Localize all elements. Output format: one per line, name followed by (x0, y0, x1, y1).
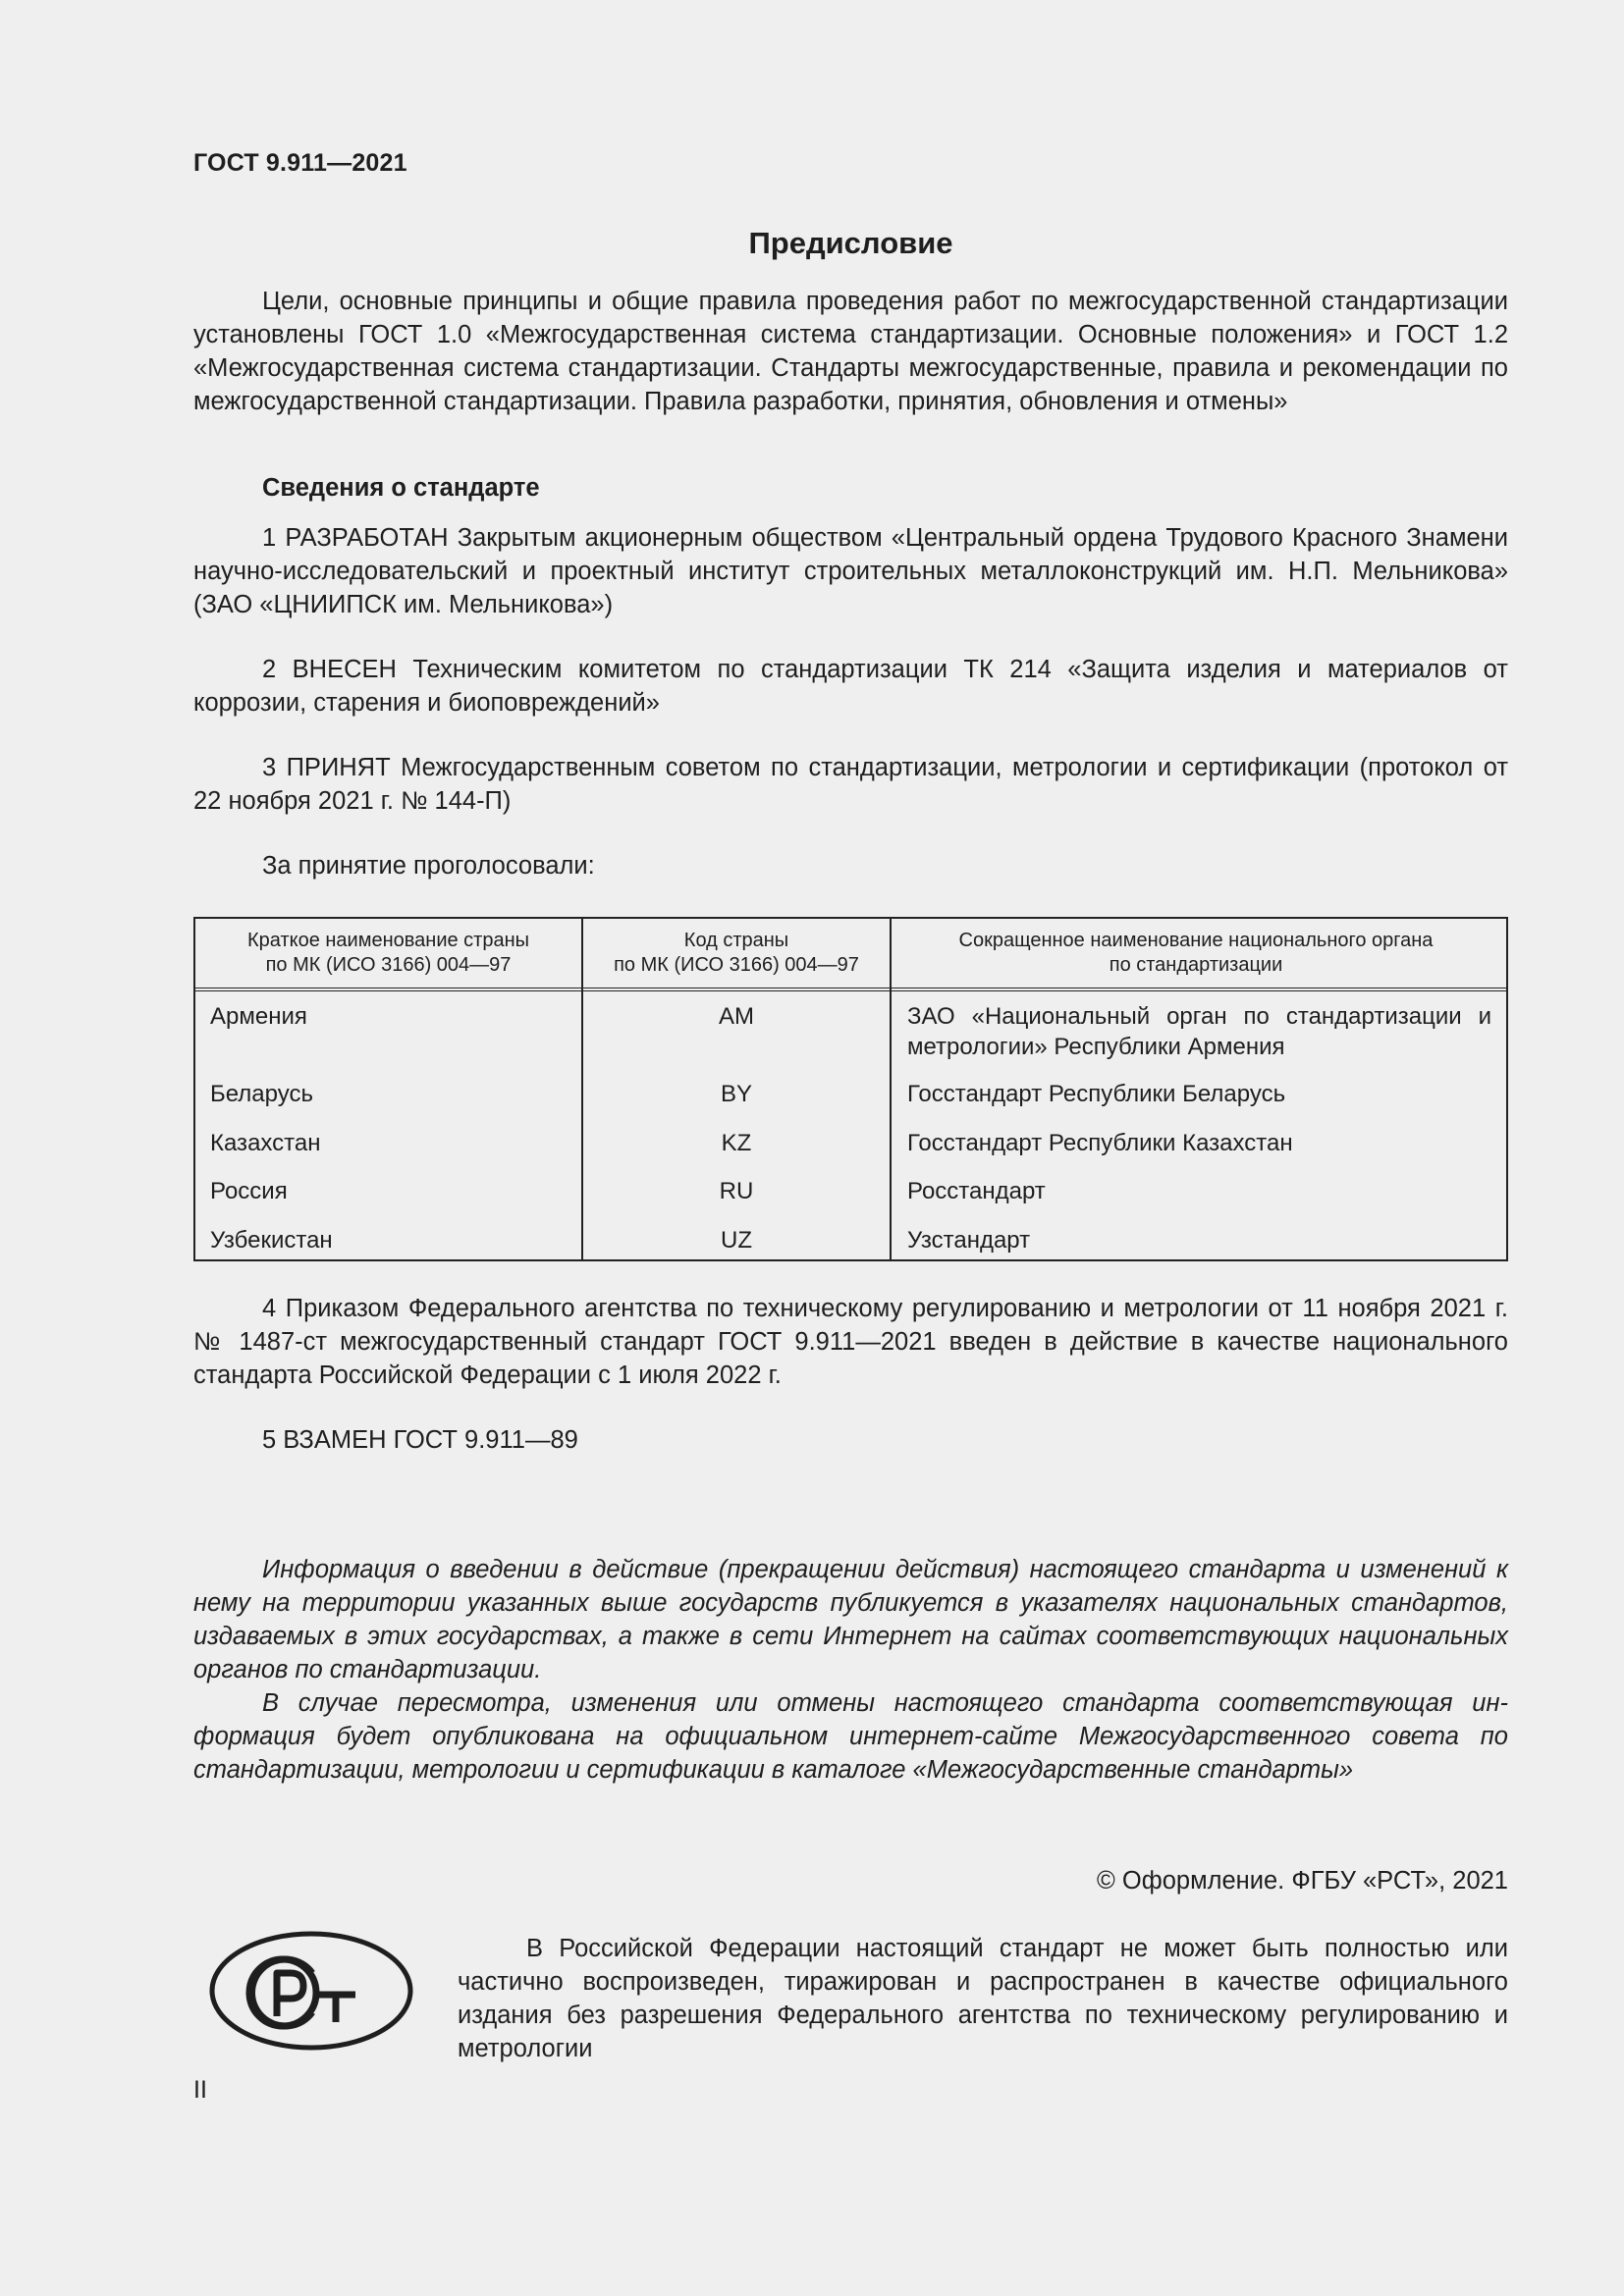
page-title: Предисловие (748, 226, 953, 260)
item-4-paragraph: 4 Приказом Федерального агентства по техническому регулированию и метрологии от 11 ноября 2021 г. № 1487-ст межгосударственный стандарт ГОСТ 9.911—2021 введен в действие в качестве национального стандарта Российской Федерации с 1 июля 2022 г. (193, 1295, 1508, 1389)
voting-table (193, 917, 1508, 1261)
intro-paragraph: Цели, основные принципы и общие правила проведения работ по межгосударственной стандартизации установлены ГОСТ 1.0 «Межгосударственная система стандартизации. Основные положения» и ГОСТ 1.2 «Межгосударственная система стандартизации. Стандарты межгосударственные, правила и рекомендации по межгосударственной стандартизации. Правила разработки, принятия, обновления и отмены» (193, 288, 1508, 415)
vote-intro: За принятие проголосовали: (262, 852, 595, 880)
header-country-name: Краткое наименование страны по МК (ИСО 3166) 004—97 (246, 930, 530, 976)
org-cell: Госстандарт Республики Казахстан (907, 1130, 1293, 1156)
code-cell: BY (720, 1081, 752, 1107)
code-cell: KZ (721, 1130, 752, 1156)
org-cell: Росстандарт (907, 1178, 1046, 1204)
info-paragraph-1: Информация о введении в действие (прекращении действия) настоящего стандарта и изменений к нему на территории указанных выше государств публикуется в указателях национальных стандартов, издаваемых в этих государствах, а также в сети Интернет на сайтах соответствующих национальных органов по стандартизации. (193, 1556, 1508, 1683)
country-cell: Россия (210, 1178, 288, 1204)
header-country-code: Код страны по МК (ИСО 3166) 004—97 (614, 930, 859, 976)
code-cell: UZ (721, 1227, 752, 1254)
item-1-paragraph: 1 РАЗРАБОТАН Закрытым акционерным обществом «Центральный ордена Трудового Красного Знамени научно-исследовательский и проектный институт строительных металлоконструкций им. Н.П. Мельникова» (ЗАО «ЦНИИПСК им. Мельникова») (193, 524, 1508, 618)
item-3-paragraph: 3 ПРИНЯТ Межгосударственным советом по стандартизации, метрологии и сертификации (протокол от 22 ноября 2021 г. № 144-П) (193, 754, 1508, 815)
info-paragraph-2: В случае пересмотра, изменения или отмены настоящего стандарта соответствующая информация будет опубликована на официальном интернет-сайте Межгосударственного совета по стандартизации, метрологии и сертификации в каталоге «Межгосударственные стандарты» (193, 1689, 1508, 1784)
country-cell: Узбекистан (210, 1227, 333, 1254)
copyright-line: © Оформление. ФГБУ «РСТ», 2021 (1097, 1867, 1508, 1895)
org-cell: Узстандарт (907, 1227, 1031, 1254)
page-number: II (193, 2076, 207, 2104)
code-cell: RU (719, 1178, 754, 1204)
section-heading: Сведения о стандарте (262, 474, 540, 502)
org-cell: Госстандарт Республики Беларусь (907, 1081, 1286, 1107)
copyright-notice: В Российской Федерации настоящий стандарт не может быть полностью или частично воспроизведен, тиражирован и распространен в качестве официального издания без разрешения Федерального агентства по техническому регулированию и метрологии (458, 1935, 1508, 2062)
country-cell: Казахстан (210, 1130, 321, 1156)
header-standards-body: Сокращенное наименование национального органа по стандартизации (958, 930, 1434, 976)
table-header (195, 919, 1506, 991)
country-cell: Беларусь (210, 1081, 313, 1107)
document-id: ГОСТ 9.911—2021 (193, 149, 407, 177)
country-cell: Армения (210, 1003, 307, 1030)
rst-certification-mark-icon (208, 1930, 414, 2052)
code-cell: AM (719, 1003, 754, 1030)
item-2-paragraph: 2 ВНЕСЕН Техническим комитетом по стандартизации ТК 214 «Защита изделия и материалов от коррозии, старения и биоповреждений» (193, 656, 1508, 717)
column-divider (890, 919, 892, 1259)
org-cell: ЗАО «Национальный орган по стандартизации и метрологии» Республики Армения (907, 1003, 1491, 1060)
item-5-paragraph: 5 ВЗАМЕН ГОСТ 9.911—89 (262, 1426, 578, 1454)
